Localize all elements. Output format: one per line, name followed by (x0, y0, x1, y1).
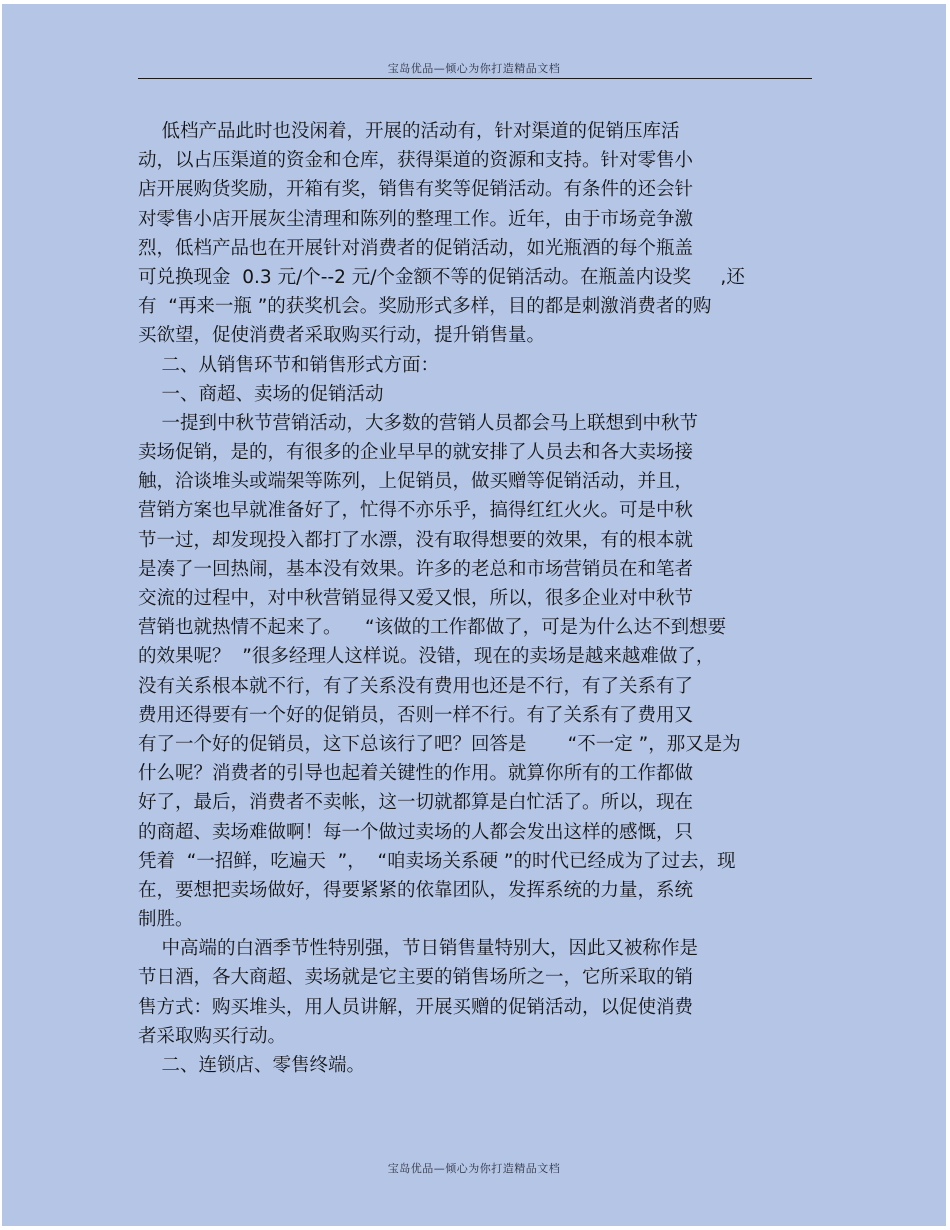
text-line: 的商超、卖场难做啊！每一个做过卖场的人都会发出这样的感慨，只 (138, 821, 694, 843)
text-line: 者采取购买行动。 (138, 1025, 287, 1047)
text-line: 节一过，却发现投入都打了水漂，没有取得想要的效果，有的根本就 (138, 529, 694, 551)
text-line: 有了一个好的促销员，这下总该行了吧？回答是 “不一定 ”，那又是为 (138, 733, 741, 755)
text-line: 动，以占压渠道的资金和仓库，获得渠道的资源和支持。针对零售小 (138, 150, 694, 172)
text-line: 营销也就热情不起来了。 “该做的工作都做了，可是为什么达不到想要 (138, 617, 727, 639)
text-line: 二、连锁店、零售终端。 (138, 1055, 366, 1076)
text-line: 在，要想把卖场做好，得要紧紧的依靠团队，发挥系统的力量，系统 (138, 879, 694, 901)
text-line: 有 “再来一瓶 ”的获奖机会。奖励形式多样，目的都是刺激消费者的购 (138, 296, 712, 318)
text-line: 交流的过程中，对中秋营销显得又爱又恨，所以，很多企业对中秋节 (138, 588, 694, 609)
page-footer: 宝岛优品—倾心为你打造精品文档 (387, 1162, 561, 1175)
text-line: 烈，低档产品也在开展针对消费者的促销活动，如光瓶酒的每个瓶盖 (138, 237, 694, 259)
text-line: 的效果呢？ ”很多经理人这样说。没错，现在的卖场是越来越难做了， (138, 646, 715, 668)
page-header: 宝岛优品—倾心为你打造精品文档 (387, 62, 561, 75)
text-line: 中高端的白酒季节性特别强，节日销售量特别大，因此又被称作是 (138, 938, 699, 960)
text-line: 对零售小店开展灰尘清理和陈列的整理工作。近年，由于市场竞争激 (138, 208, 694, 230)
text-line: 售方式：购买堆头，用人员讲解，开展买赠的促销活动，以促使消费 (138, 996, 694, 1018)
text-line: 店开展购货奖励，开箱有奖，销售有奖等促销活动。有条件的还会针 (138, 179, 694, 201)
text-line: 是凑了一回热闹，基本没有效果。许多的老总和市场营销员在和笔者 (138, 558, 694, 580)
text-line: 二、从销售环节和销售形式方面： (138, 354, 440, 376)
text-line: 节日酒，各大商超、卖场就是它主要的销售场所之一，它所采取的销 (138, 967, 694, 989)
text-line: 一、商超、卖场的促销活动 (138, 383, 384, 405)
text-line: 可兑换现金 0.3 元/个--2 元/个金额不等的促销活动。在瓶盖内设奖 ,还 (138, 266, 745, 288)
text-line: 卖场促销，是的，有很多的企业早早的就安排了人员去和各大卖场接 (138, 442, 694, 464)
text-line: 没有关系根本就不行，有了关系没有费用也还是不行，有了关系有了 (138, 675, 694, 697)
text-line: 什么呢？消费者的引导也起着关键性的作用。就算你所有的工作都做 (138, 763, 694, 785)
text-line: 费用还得要有一个好的促销员，否则一样不行。有了关系有了费用又 (138, 704, 694, 726)
text-line: 低档产品此时也没闲着，开展的活动有，针对渠道的促销压库活 (138, 121, 680, 142)
text-line: 凭着 “一招鲜，吃遍天 ”， “咱卖场关系硬 ”的时代已经成为了过去，现 (138, 850, 736, 872)
text-line: 买欲望，促使消费者采取购买行动，提升销售量。 (138, 325, 546, 347)
text-line: 好了，最后，消费者不卖帐，这一切就都算是白忙活了。所以，现在 (138, 792, 694, 814)
text-line: 营销方案也早就准备好了，忙得不亦乐乎，搞得红红火火。可是中秋 (138, 500, 694, 522)
text-line: 触，洽谈堆头或端架等陈列，上促销员，做买赠等促销活动，并且， (138, 471, 694, 493)
text-line: 一提到中秋节营销活动，大多数的营销人员都会马上联想到中秋节 (138, 412, 699, 434)
document-page (2, 4, 946, 1226)
header-divider (138, 78, 812, 79)
text-line: 制胜。 (138, 909, 194, 931)
document-body (138, 117, 798, 1080)
